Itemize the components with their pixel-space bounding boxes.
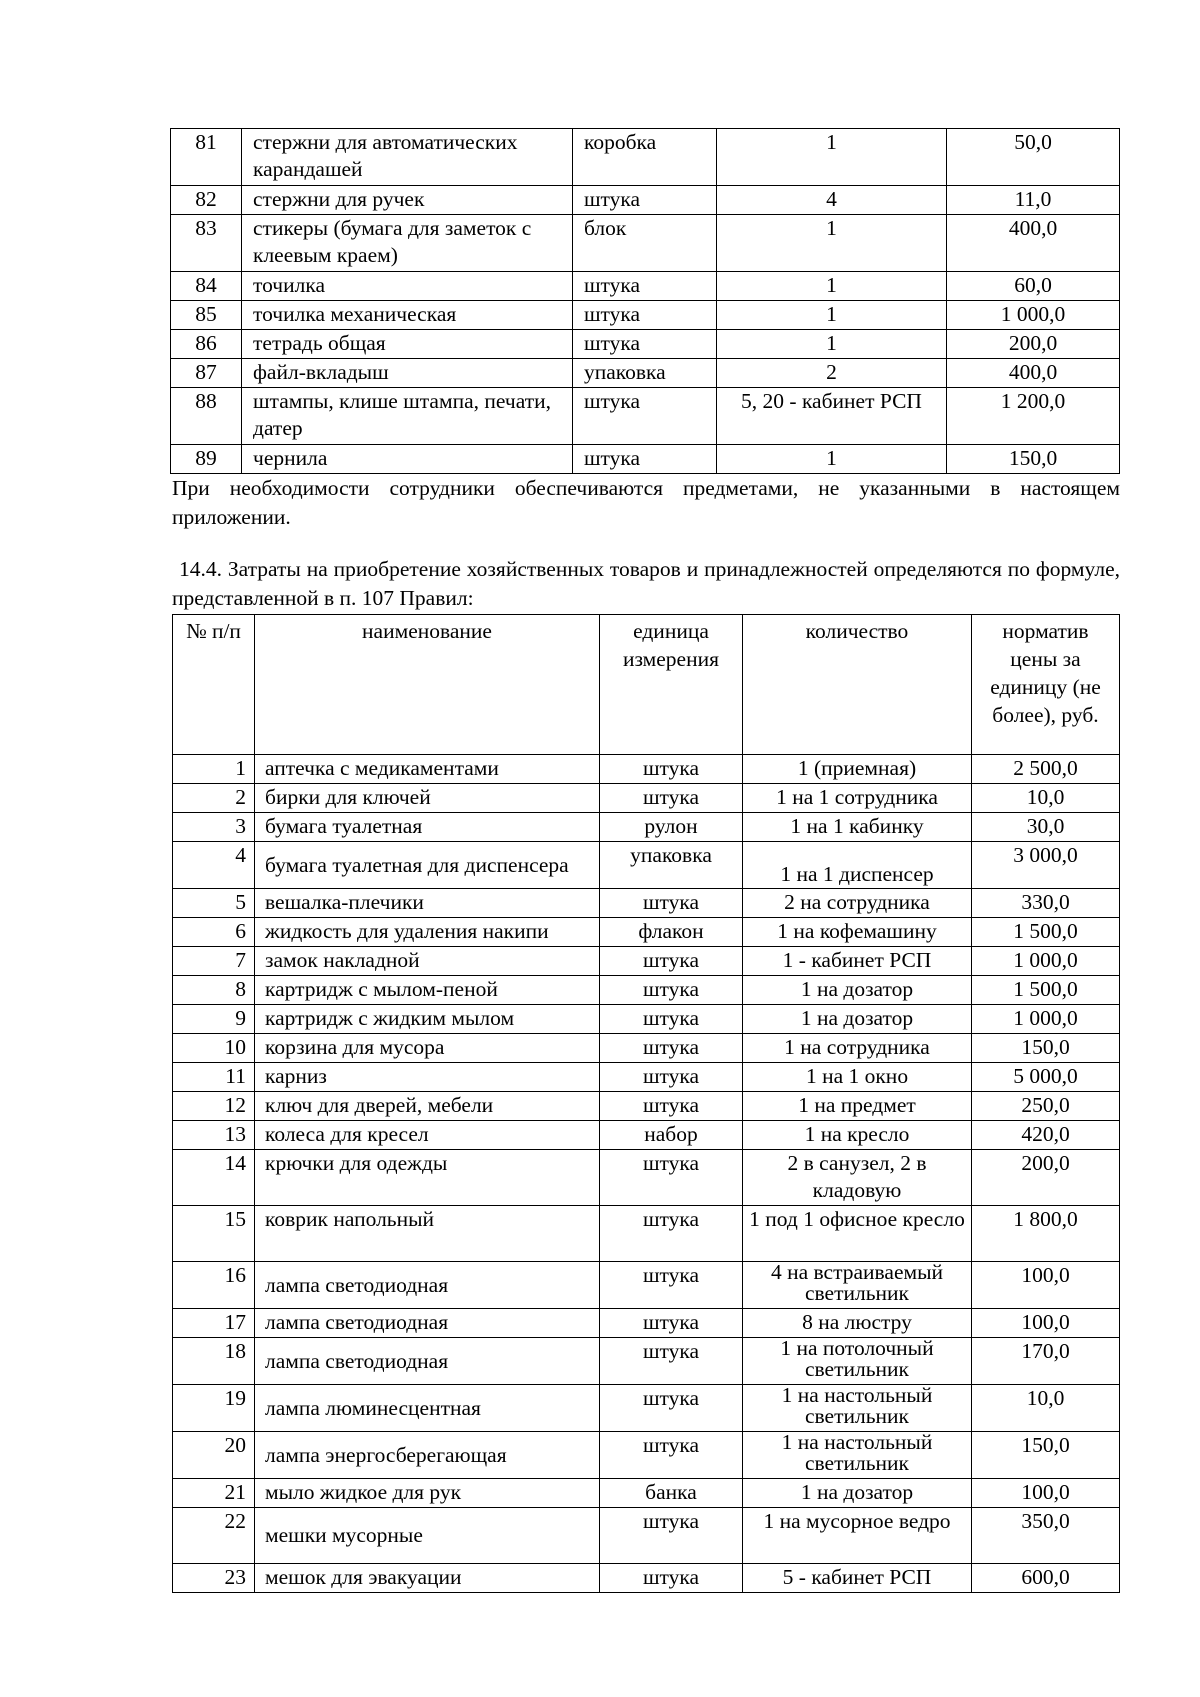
table-row xyxy=(171,272,1120,301)
item-unit: штука xyxy=(600,947,743,976)
header-number: № п/п xyxy=(173,615,255,755)
row-number: 1 xyxy=(173,755,255,784)
item-price: 100,0 xyxy=(972,1262,1120,1309)
table-row xyxy=(173,1034,1120,1063)
table-row xyxy=(173,1385,1120,1432)
row-number: 3 xyxy=(173,813,255,842)
item-name: стержни для ручек xyxy=(242,186,573,215)
table-row xyxy=(171,301,1120,330)
item-name: точилка xyxy=(242,272,573,301)
table-row xyxy=(173,1206,1120,1262)
header-unit: единица измерения xyxy=(600,615,743,755)
item-quantity: 1 на 1 кабинку xyxy=(743,813,972,842)
item-unit: штука xyxy=(600,1150,743,1206)
item-unit: набор xyxy=(600,1121,743,1150)
item-name: лампа энергосберегающая xyxy=(255,1432,600,1479)
item-price: 200,0 xyxy=(972,1150,1120,1206)
section-paragraph: 14.4. Затраты на приобретение хозяйственных товаров и принадлежностей определяются по формуле, представленной в п. 107 Правил: xyxy=(172,557,1120,610)
row-number: 20 xyxy=(173,1432,255,1479)
row-number: 84 xyxy=(171,272,242,301)
item-price: 250,0 xyxy=(972,1092,1120,1121)
item-name: мешки мусорные xyxy=(255,1508,600,1564)
item-unit: штука xyxy=(573,186,717,215)
row-number: 86 xyxy=(171,330,242,359)
item-price: 1 800,0 xyxy=(972,1206,1120,1262)
item-quantity: 2 в санузел, 2 в кладовую xyxy=(743,1150,972,1206)
table-row xyxy=(173,842,1120,889)
table-header-row xyxy=(173,615,1120,755)
table-row xyxy=(173,1005,1120,1034)
table-row xyxy=(171,215,1120,272)
item-unit: штука xyxy=(600,1034,743,1063)
item-quantity: 1 на предмет xyxy=(743,1092,972,1121)
item-price: 100,0 xyxy=(972,1309,1120,1338)
row-number: 85 xyxy=(171,301,242,330)
item-name: бумага туалетная xyxy=(255,813,600,842)
table-row xyxy=(171,129,1120,186)
item-price: 5 000,0 xyxy=(972,1063,1120,1092)
table-row xyxy=(171,186,1120,215)
item-quantity: 1 xyxy=(717,272,947,301)
item-name: лампа светодиодная xyxy=(255,1262,600,1309)
item-price: 200,0 xyxy=(947,330,1120,359)
row-number: 82 xyxy=(171,186,242,215)
item-name: мыло жидкое для рук xyxy=(255,1479,600,1508)
table-row xyxy=(173,889,1120,918)
row-number: 88 xyxy=(171,388,242,445)
item-quantity: 5, 20 - кабинет РСП xyxy=(717,388,947,445)
item-price: 50,0 xyxy=(947,129,1120,186)
item-quantity: 1 под 1 офисное кресло xyxy=(743,1206,972,1262)
table-row xyxy=(173,976,1120,1005)
row-number: 6 xyxy=(173,918,255,947)
item-quantity: 1 на 1 окно xyxy=(743,1063,972,1092)
item-price: 100,0 xyxy=(972,1479,1120,1508)
item-quantity: 5 - кабинет РСП xyxy=(743,1564,972,1593)
item-unit: штука xyxy=(600,1385,743,1432)
row-number: 19 xyxy=(173,1385,255,1432)
item-price: 1 500,0 xyxy=(972,918,1120,947)
item-name: стержни для автоматических карандашей xyxy=(242,129,573,186)
item-unit: штука xyxy=(573,330,717,359)
item-quantity: 8 на люстру xyxy=(743,1309,972,1338)
item-quantity: 4 xyxy=(717,186,947,215)
item-unit: штука xyxy=(600,1338,743,1385)
row-number: 12 xyxy=(173,1092,255,1121)
item-quantity: 1 (приемная) xyxy=(743,755,972,784)
item-price: 400,0 xyxy=(947,215,1120,272)
row-number: 8 xyxy=(173,976,255,1005)
row-number: 15 xyxy=(173,1206,255,1262)
item-name: лампа светодиодная xyxy=(255,1338,600,1385)
supplies-table-continued xyxy=(170,128,1120,474)
item-quantity: 1 на 1 сотрудника xyxy=(743,784,972,813)
table-row xyxy=(173,1432,1120,1479)
item-unit: штука xyxy=(573,301,717,330)
item-name: файл-вкладыш xyxy=(242,359,573,388)
table-row xyxy=(173,1262,1120,1309)
table-row xyxy=(173,918,1120,947)
table-row xyxy=(173,1508,1120,1564)
item-quantity: 1 на дозатор xyxy=(743,976,972,1005)
item-unit: коробка xyxy=(573,129,717,186)
table-row xyxy=(173,1338,1120,1385)
item-name: карниз xyxy=(255,1063,600,1092)
item-unit: штука xyxy=(600,1206,743,1262)
item-price: 420,0 xyxy=(972,1121,1120,1150)
row-number: 23 xyxy=(173,1564,255,1593)
table-row xyxy=(171,388,1120,445)
item-quantity: 1 xyxy=(717,301,947,330)
item-name: картридж с жидким мылом xyxy=(255,1005,600,1034)
item-unit: упаковка xyxy=(573,359,717,388)
row-number: 81 xyxy=(171,129,242,186)
item-quantity: 1 xyxy=(717,215,947,272)
item-price: 150,0 xyxy=(972,1432,1120,1479)
item-price: 400,0 xyxy=(947,359,1120,388)
item-price: 1 000,0 xyxy=(972,1005,1120,1034)
item-unit: штука xyxy=(600,1005,743,1034)
item-quantity: 1 xyxy=(717,129,947,186)
item-quantity: 1 на кресло xyxy=(743,1121,972,1150)
table-row xyxy=(173,1121,1120,1150)
item-name: замок накладной xyxy=(255,947,600,976)
item-quantity: 4 на встраиваемый светильник xyxy=(743,1262,972,1309)
item-name: вешалка-плечики xyxy=(255,889,600,918)
item-name: тетрадь общая xyxy=(242,330,573,359)
household-goods-table xyxy=(172,614,1120,1593)
row-number: 9 xyxy=(173,1005,255,1034)
row-number: 4 xyxy=(173,842,255,889)
item-quantity: 1 на 1 диспенсер xyxy=(743,842,972,889)
item-name: ключ для дверей, мебели xyxy=(255,1092,600,1121)
table-row xyxy=(173,1063,1120,1092)
item-unit: блок xyxy=(573,215,717,272)
item-unit: штука xyxy=(600,784,743,813)
item-unit: штука xyxy=(600,1432,743,1479)
table-row xyxy=(171,359,1120,388)
item-name: точилка механическая xyxy=(242,301,573,330)
row-number: 13 xyxy=(173,1121,255,1150)
item-quantity: 1 на сотрудника xyxy=(743,1034,972,1063)
item-unit: рулон xyxy=(600,813,743,842)
item-quantity: 1 на мусорное ведро xyxy=(743,1508,972,1564)
table-row xyxy=(171,445,1120,474)
item-name: лампа светодиодная xyxy=(255,1309,600,1338)
header-quantity: количество xyxy=(743,615,972,755)
row-number: 17 xyxy=(173,1309,255,1338)
row-number: 89 xyxy=(171,445,242,474)
item-unit: флакон xyxy=(600,918,743,947)
item-quantity: 1 на настольный светильник xyxy=(743,1432,972,1479)
item-price: 10,0 xyxy=(972,784,1120,813)
table-row xyxy=(173,1564,1120,1593)
table-row xyxy=(173,784,1120,813)
item-quantity: 2 на сотрудника xyxy=(743,889,972,918)
item-quantity: 1 xyxy=(717,330,947,359)
item-price: 10,0 xyxy=(972,1385,1120,1432)
item-quantity: 1 на потолочный светильник xyxy=(743,1338,972,1385)
item-price: 3 000,0 xyxy=(972,842,1120,889)
item-price: 1 000,0 xyxy=(947,301,1120,330)
item-name: аптечка с медикаментами xyxy=(255,755,600,784)
item-unit: штука xyxy=(600,1309,743,1338)
item-quantity: 1 на кофемашину xyxy=(743,918,972,947)
item-unit: штука xyxy=(600,755,743,784)
item-price: 330,0 xyxy=(972,889,1120,918)
item-name: жидкость для удаления накипи xyxy=(255,918,600,947)
item-price: 150,0 xyxy=(972,1034,1120,1063)
item-name: колеса для кресел xyxy=(255,1121,600,1150)
item-quantity: 1 - кабинет РСП xyxy=(743,947,972,976)
row-number: 18 xyxy=(173,1338,255,1385)
header-name: наименование xyxy=(255,615,600,755)
item-unit: штука xyxy=(573,272,717,301)
item-quantity: 1 на дозатор xyxy=(743,1005,972,1034)
item-unit: штука xyxy=(600,1092,743,1121)
table-row xyxy=(173,1479,1120,1508)
table-row xyxy=(171,330,1120,359)
row-number: 83 xyxy=(171,215,242,272)
row-number: 10 xyxy=(173,1034,255,1063)
row-number: 14 xyxy=(173,1150,255,1206)
item-unit: штука xyxy=(600,1508,743,1564)
item-unit: штука xyxy=(600,889,743,918)
item-unit: упаковка xyxy=(600,842,743,889)
item-unit: штука xyxy=(600,1564,743,1593)
item-name: штампы, клише штампа, печати, датер xyxy=(242,388,573,445)
item-name: картридж с мылом-пеной xyxy=(255,976,600,1005)
item-price: 60,0 xyxy=(947,272,1120,301)
note-paragraph: При необходимости сотрудники обеспечиваются предметами, не указанными в настоящем приложении. xyxy=(172,476,1120,529)
row-number: 7 xyxy=(173,947,255,976)
item-unit: штука xyxy=(573,388,717,445)
item-name: мешок для эвакуации xyxy=(255,1564,600,1593)
row-number: 16 xyxy=(173,1262,255,1309)
table-row xyxy=(173,1092,1120,1121)
item-quantity: 1 на дозатор xyxy=(743,1479,972,1508)
item-price: 600,0 xyxy=(972,1564,1120,1593)
row-number: 5 xyxy=(173,889,255,918)
item-unit: штука xyxy=(600,1262,743,1309)
item-price: 1 500,0 xyxy=(972,976,1120,1005)
table-row xyxy=(173,947,1120,976)
item-quantity: 1 на настольный светильник xyxy=(743,1385,972,1432)
item-quantity: 2 xyxy=(717,359,947,388)
item-quantity: 1 xyxy=(717,445,947,474)
item-name: корзина для мусора xyxy=(255,1034,600,1063)
item-name: коврик напольный xyxy=(255,1206,600,1262)
item-price: 170,0 xyxy=(972,1338,1120,1385)
item-price: 1 200,0 xyxy=(947,388,1120,445)
item-price: 30,0 xyxy=(972,813,1120,842)
item-unit: штука xyxy=(600,1063,743,1092)
row-number: 11 xyxy=(173,1063,255,1092)
table-row xyxy=(173,1150,1120,1206)
item-price: 150,0 xyxy=(947,445,1120,474)
item-name: крючки для одежды xyxy=(255,1150,600,1206)
item-name: чернила xyxy=(242,445,573,474)
item-name: бирки для ключей xyxy=(255,784,600,813)
item-unit: банка xyxy=(600,1479,743,1508)
row-number: 87 xyxy=(171,359,242,388)
item-name: лампа люминесцентная xyxy=(255,1385,600,1432)
item-name: стикеры (бумага для заметок с клеевым краем) xyxy=(242,215,573,272)
item-price: 2 500,0 xyxy=(972,755,1120,784)
item-price: 1 000,0 xyxy=(972,947,1120,976)
row-number: 2 xyxy=(173,784,255,813)
table-row xyxy=(173,755,1120,784)
item-name: бумага туалетная для диспенсера xyxy=(255,842,600,889)
row-number: 22 xyxy=(173,1508,255,1564)
row-number: 21 xyxy=(173,1479,255,1508)
table-row xyxy=(173,1309,1120,1338)
table-row xyxy=(173,813,1120,842)
item-price: 11,0 xyxy=(947,186,1120,215)
item-unit: штука xyxy=(600,976,743,1005)
header-price: норматив цены за единицу (не более), руб. xyxy=(972,615,1120,755)
item-price: 350,0 xyxy=(972,1508,1120,1564)
item-unit: штука xyxy=(573,445,717,474)
